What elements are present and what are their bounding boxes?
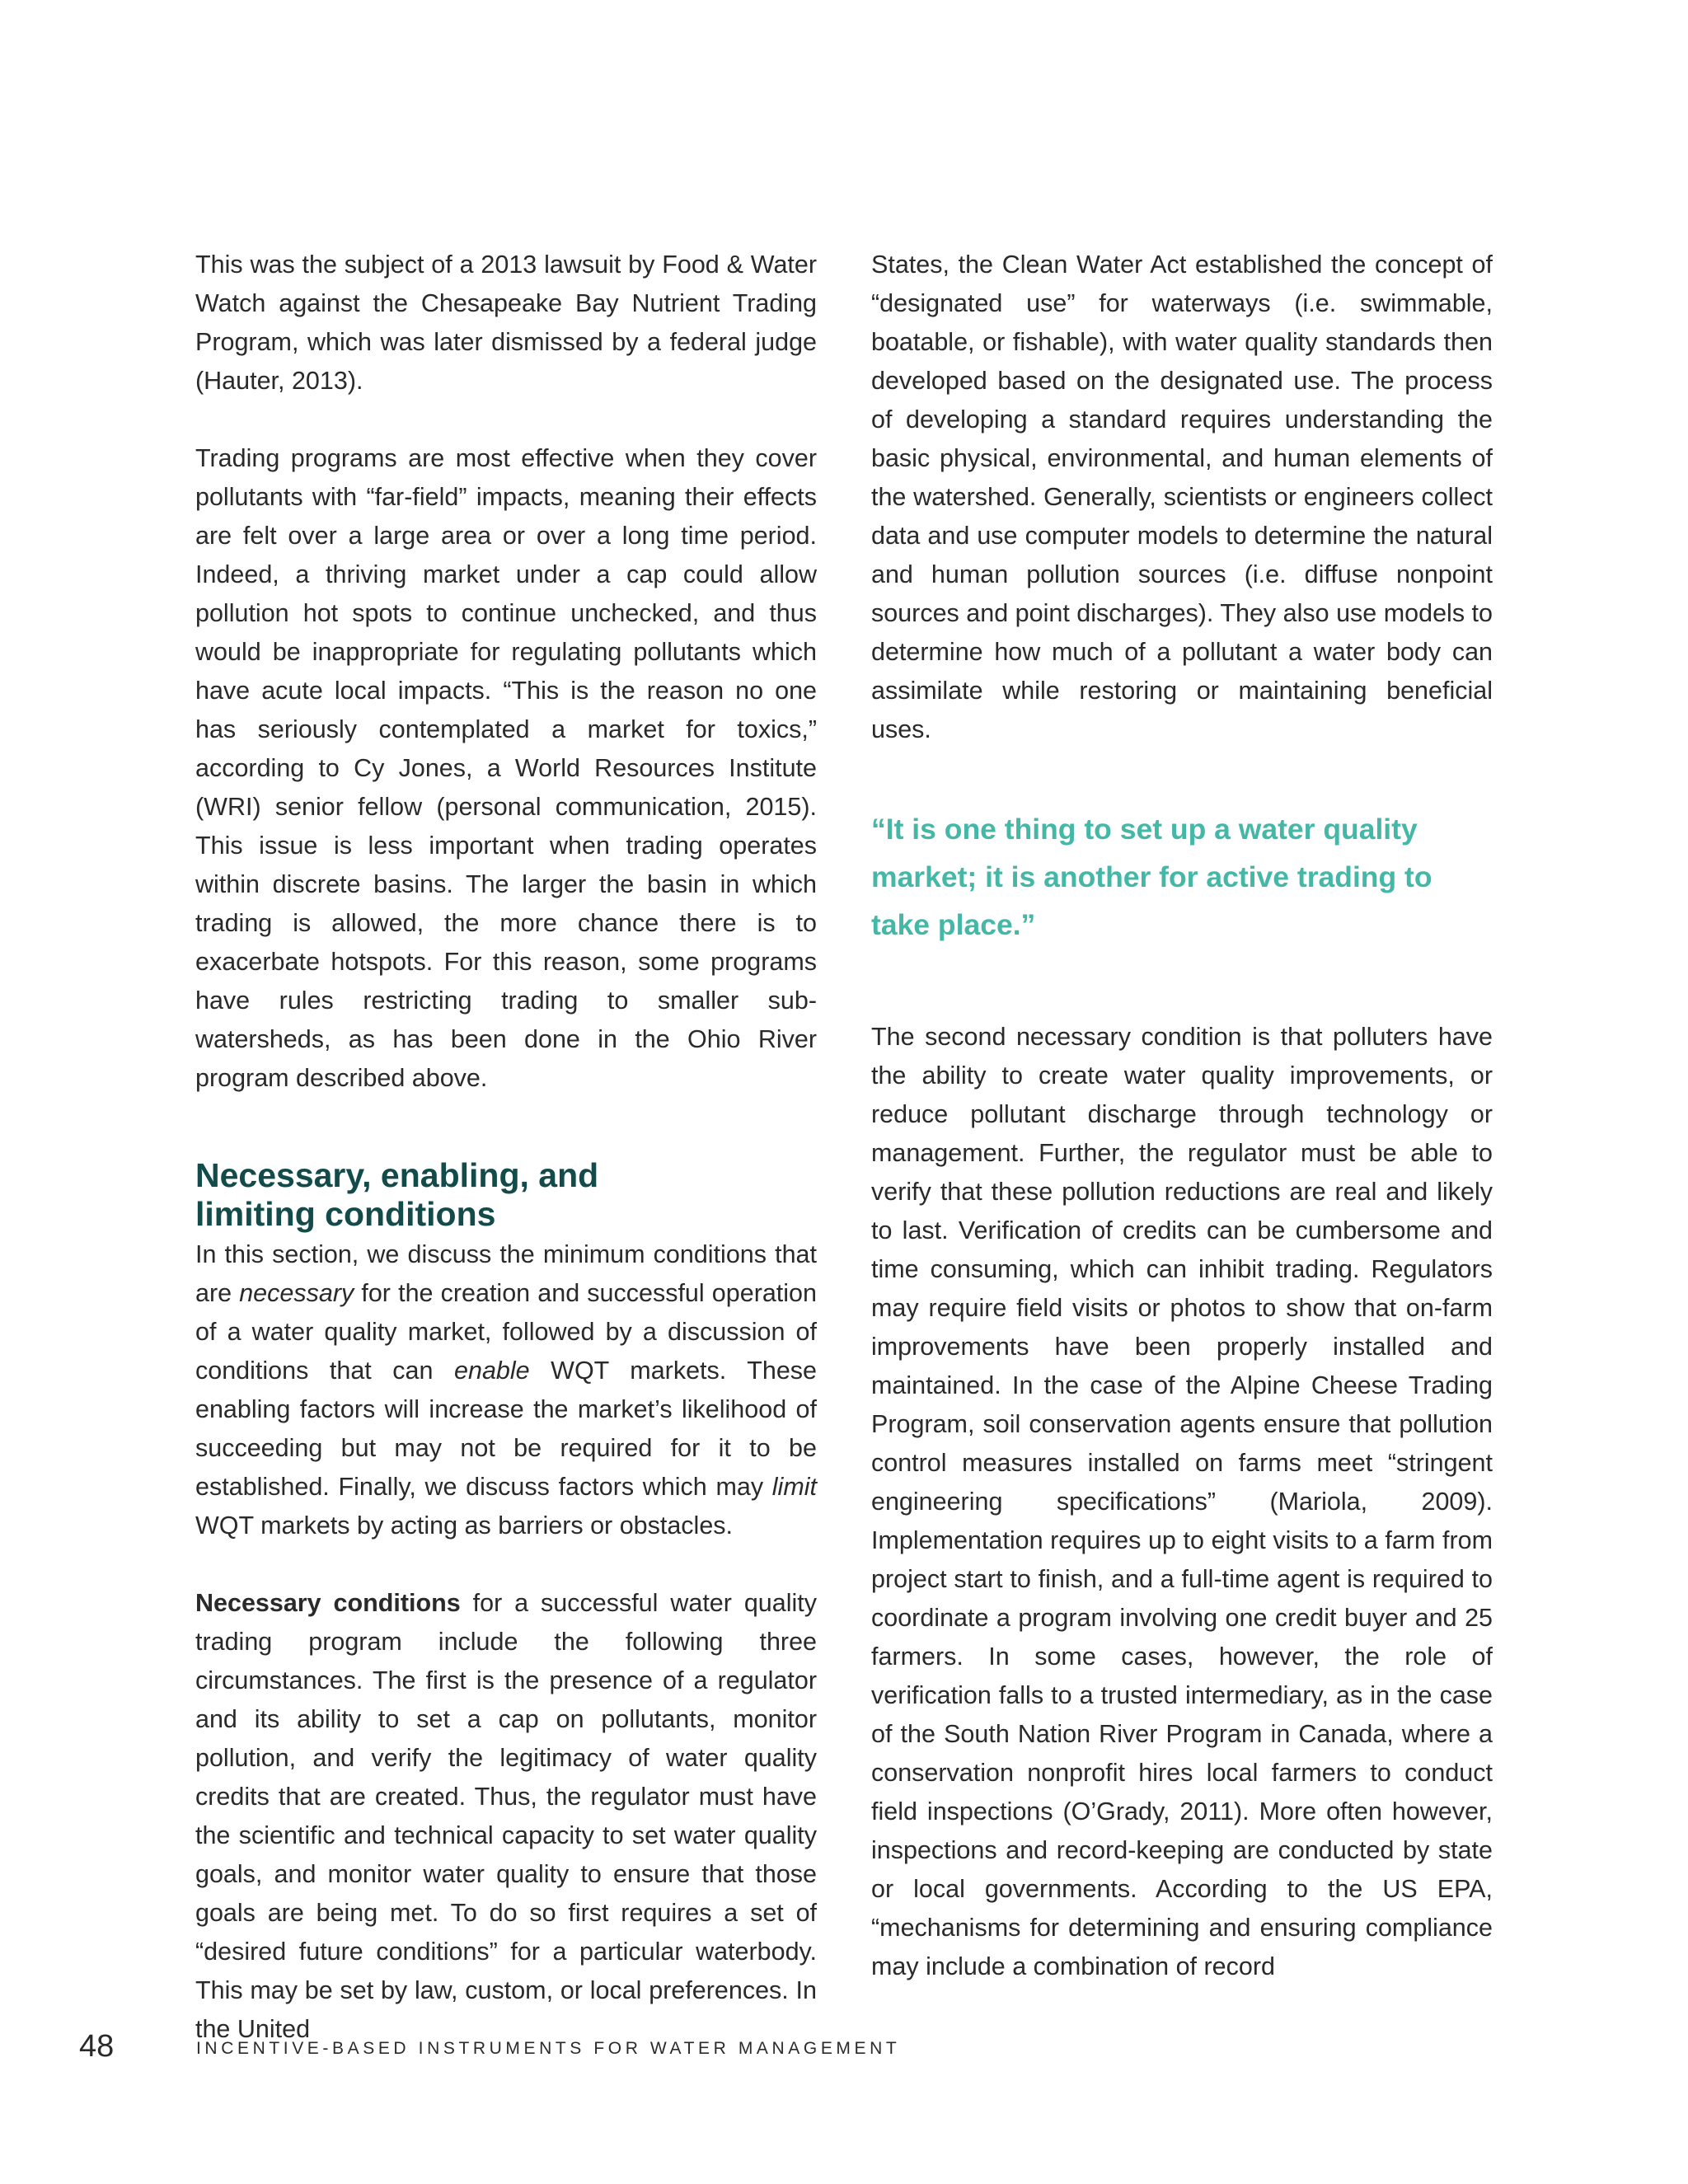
- paragraph-lawsuit: This was the subject of a 2013 lawsuit by Food & Water Watch against the Chesapeake Bay Nutrient Trading Program, which was later dismissed by a federal judge (Hauter, 2013).: [195, 251, 817, 395]
- paragraph-trading-programs: Trading programs are most effective when they cover pollutants with “far-field” impacts, meaning their effects are felt over a large area or over a long time period. Indeed, a thriving market under a cap could allow pollution hot spots to continue unchecked, and thus would be inappropriate for regulating pollutants which have acute local impacts. “This is the reason no one has seriously contemplated a market for toxics,” according to Cy Jones, a World Resources Institute (WRI) senior fellow (personal communication, 2015). This issue is less important when trading operates within discrete basins. The larger the basin in which trading is allowed, the more chance there is to exacerbate hotspots. For this reason, some programs have rules restricting trading to smaller sub-watersheds, as has been done in the Ohio River program described above.: [195, 444, 817, 1092]
- paragraph-clean-water-act: States, the Clean Water Act established the concept of “designated use” for waterways (i.e. swimmable, boatable, or fishable), with water quality standards then developed based on the designated use. The process of developing a standard requires understanding the basic physical, environmental, and human elements of the watershed. Generally, scientists or engineers collect data and use computer models to determine the natural and human pollution sources (i.e. diffuse nonpoint sources and point discharges). They also use models to determine how much of a pollutant a water body can assimilate while restoring or maintaining beneficial uses.: [871, 251, 1493, 743]
- running-title: INCENTIVE-BASED INSTRUMENTS FOR WATER MANAGEMENT: [196, 2039, 901, 2058]
- paragraph-necessary-conditions: [195, 1584, 817, 2049]
- section-heading: [195, 1156, 817, 1234]
- text-run: In this section, we discuss the minimum conditions that are: [195, 1240, 817, 1307]
- bold-lead-in: Necessary conditions: [195, 1589, 461, 1617]
- text-run: WQT markets by acting as barriers or obstacles.: [195, 1511, 734, 1540]
- section-heading-line-1: Necessary, enabling, and: [195, 1156, 599, 1194]
- emphasis-enable: enable: [454, 1357, 530, 1385]
- left-column: [195, 246, 817, 2049]
- paragraph-second-condition: The second necessary condition is that polluters have the ability to create water quality improvements, or reduce pollutant discharge through technology or management. Further, the regulator must be able to verify that these pollution reductions are real and likely to last. Verification of credits can be cumbersome and time consuming, which can inhibit trading. Regulators may require field visits or photos to show that on-farm improvements have been properly installed and maintained. In the case of the Alpine Cheese Trading Program, soil conservation agents ensure that pollution control measures installed on farms meet “stringent engineering specifications” (Mariola, 2009). Implementation requires up to eight visits to a farm from project start to finish, and a full-time agent is required to coordinate a program involving one credit buyer and 25 farmers. In some cases, however, the role of verification falls to a trusted intermediary, as in the case of the South Nation River Program in Canada, where a conservation nonprofit hires local farmers to conduct field inspections (O’Grady, 2011). More often however, inspections and record-keeping are conducted by state or local governments. According to the US EPA, “mechanisms for determining and ensuring compliance may include a combination of record: [871, 1023, 1493, 1980]
- right-column: [871, 246, 1493, 1986]
- pull-quote: “It is one thing to set up a water quality market; it is another for active trading to take place.”: [871, 813, 1432, 941]
- emphasis-necessary: necessary: [239, 1279, 354, 1307]
- text-run: WQT markets. These enabling factors will increase the market’s likelihood of succeeding but may not be required for it to be established. Finally, we discuss factors which may: [195, 1357, 818, 1501]
- text-run: for the creation and successful operation of a water quality market, followed by a discussion of conditions that can: [195, 1279, 817, 1385]
- text-run: for a successful water quality trading program include the following three circumstances. The first is the presence of a regulator and its ability to set a cap on pollutants, monitor pollution, and verify the legitimacy of water quality credits that are created. Thus, the regulator must have the scientific and technical capacity to set water quality goals, and monitor water quality to ensure that those goals are being met. To do so first requires a set of “desired future conditions” for a particular waterbody. This may be set by law, custom, or local preferences. In the United: [195, 1589, 817, 2043]
- emphasis-limit: limit: [771, 1473, 817, 1501]
- section-heading-line-2: limiting conditions: [195, 1195, 496, 1233]
- page-number: 48: [79, 2029, 115, 2064]
- paragraph-conditions-intro: [195, 1235, 817, 1545]
